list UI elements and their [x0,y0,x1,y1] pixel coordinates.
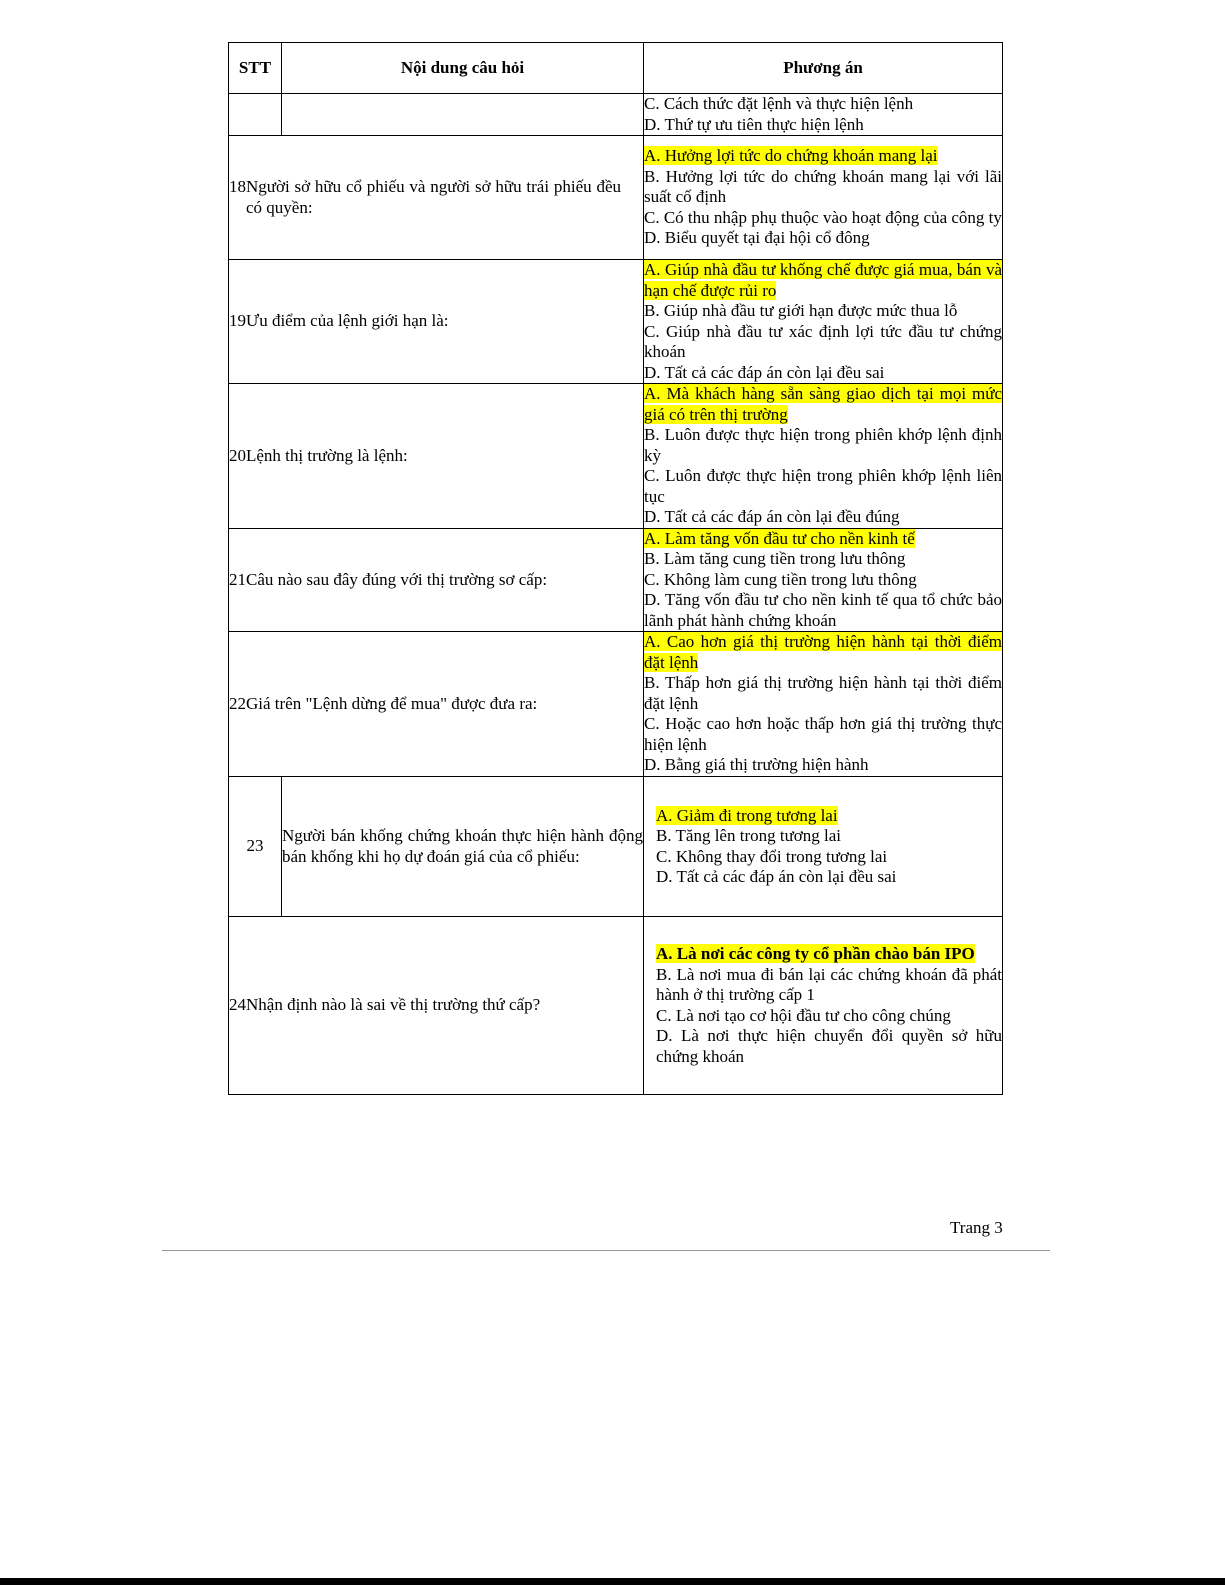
option-a-correct: A. Là nơi các công ty cổ phần chào bán IPO [656,944,975,963]
option-c: C. Không thay đổi trong tương lai [656,846,888,866]
option-b: B. Làm tăng cung tiền trong lưu thông [644,549,906,568]
question-text: Lệnh thị trường là lệnh: [246,445,408,465]
table-row [229,632,1003,777]
option-a-correct: A. Làm tăng vốn đầu tư cho nền kinh tế [644,528,915,548]
option-d: D. Tất cả các đáp án còn lại đều sai [644,362,885,382]
option-a-correct: A. Hưởng lợi tức do chứng khoán mang lại [644,146,938,166]
option-b: B. Tăng lên trong tương lai [656,826,842,845]
table-row [229,528,1003,632]
question-number: 20 [229,445,246,465]
option-c: C. Hoặc cao hơn hoặc thấp hơn giá thị trường thực hiện lệnh [644,714,1002,754]
question-cell [229,917,644,1095]
option-b: B. Thấp hơn giá thị trường hiện hành tại thời điểm đặt lệnh [644,673,1002,713]
option-c: C. Là nơi tạo cơ hội đầu tư cho công chúng [656,1005,951,1025]
option-d: D. Tất cả các đáp án còn lại đều đúng [644,507,900,526]
question-cell [229,632,644,777]
option-a-correct: A. Giúp nhà đầu tư khống chế được giá mua, bán và hạn chế được rủi ro [644,260,1002,300]
option-d: D. Tăng vốn đầu tư cho nền kinh tế qua tổ chức bảo lãnh phát hành chứng khoán [644,590,1002,630]
option-c: C. Luôn được thực hiện trong phiên khớp lệnh liên tục [644,466,1002,506]
question-text: Giá trên "Lệnh dừng để mua" được đưa ra: [246,693,538,713]
option-c: C. Có thu nhập phụ thuộc vào hoạt động của công ty [644,207,1002,227]
option-a-correct: A. Cao hơn giá thị trường hiện hành tại thời điểm đặt lệnh [644,632,1002,672]
question-text: Câu nào sau đây đúng với thị trường sơ cấp: [246,569,548,589]
question-number: 21 [229,569,246,589]
option-d: D. Tất cả các đáp án còn lại đều sai [656,867,897,886]
table-row-continued [229,94,1003,136]
header-options: Phương án [644,43,1003,94]
option-c: C. Giúp nhà đầu tư xác định lợi tức đầu tư chứng khoán [644,321,1002,361]
options-cell [644,777,1003,917]
stt-cell [229,94,282,136]
options-cell [644,528,1003,632]
options-cell [644,136,1003,260]
option-d: D. Bằng giá thị trường hiện hành [644,755,869,775]
question-text: Ưu điểm của lệnh giới hạn là: [246,311,449,331]
options-cell [644,94,1003,136]
question-number: 18 [229,177,246,196]
page-number: Trang 3 [950,1218,1003,1237]
option-b: B. Là nơi mua đi bán lại các chứng khoán đã phát hành ở thị trường cấp 1 [656,964,1002,1004]
option-a-correct: A. Mà khách hàng sẵn sàng giao dịch tại mọi mức giá có trên thị trường [644,384,1002,424]
question-cell [229,260,644,384]
option-d: D. Biểu quyết tại đại hội cổ đông [644,228,870,248]
footer-divider [162,1250,1050,1251]
options-cell [644,384,1003,529]
options-cell [644,632,1003,777]
question-table [228,42,1003,1095]
table-row [229,136,1003,260]
question-number: 22 [229,693,246,713]
header-stt: STT [229,43,282,94]
question-number: 19 [229,311,246,331]
question-text: Nhận định nào là sai về thị trường thứ cấp? [246,995,541,1015]
options-cell [644,917,1003,1095]
question-cell [282,94,644,136]
header-question: Nội dung câu hỏi [282,43,644,94]
question-text: Người bán khống chứng khoán thực hiện hành động bán khống khi họ dự đoán giá của cổ phiếu: [282,777,644,917]
page-bottom-edge [0,1578,1225,1585]
option-d: D. Là nơi thực hiện chuyển đổi quyền sở hữu chứng khoán [656,1026,1002,1066]
option-b: B. Giúp nhà đầu tư giới hạn được mức thua lỗ [644,301,958,320]
option-b: B. Hưởng lợi tức do chứng khoán mang lại với lãi suất cố định [644,166,1002,207]
table-row [229,260,1003,384]
option-b: B. Luôn được thực hiện trong phiên khớp lệnh định kỳ [644,425,1002,465]
option-c: C. Không làm cung tiền trong lưu thông [644,569,917,589]
question-cell [229,528,644,632]
table-header-row [229,43,1003,94]
option-c: C. Cách thức đặt lệnh và thực hiện lệnh [644,94,914,113]
table-row [229,917,1003,1095]
question-cell [229,136,644,260]
question-number: 23 [229,777,282,917]
table-row [229,777,1003,917]
question-cell [229,384,644,529]
table-row [229,384,1003,529]
question-text: Người sở hữu cổ phiếu và người sở hữu trái phiếu đều có quyền: [246,177,621,217]
options-cell [644,260,1003,384]
option-d: D. Thứ tự ưu tiên thực hiện lệnh [644,114,864,134]
option-a-correct: A. Giảm đi trong tương lai [656,805,838,825]
question-number: 24 [229,995,246,1015]
